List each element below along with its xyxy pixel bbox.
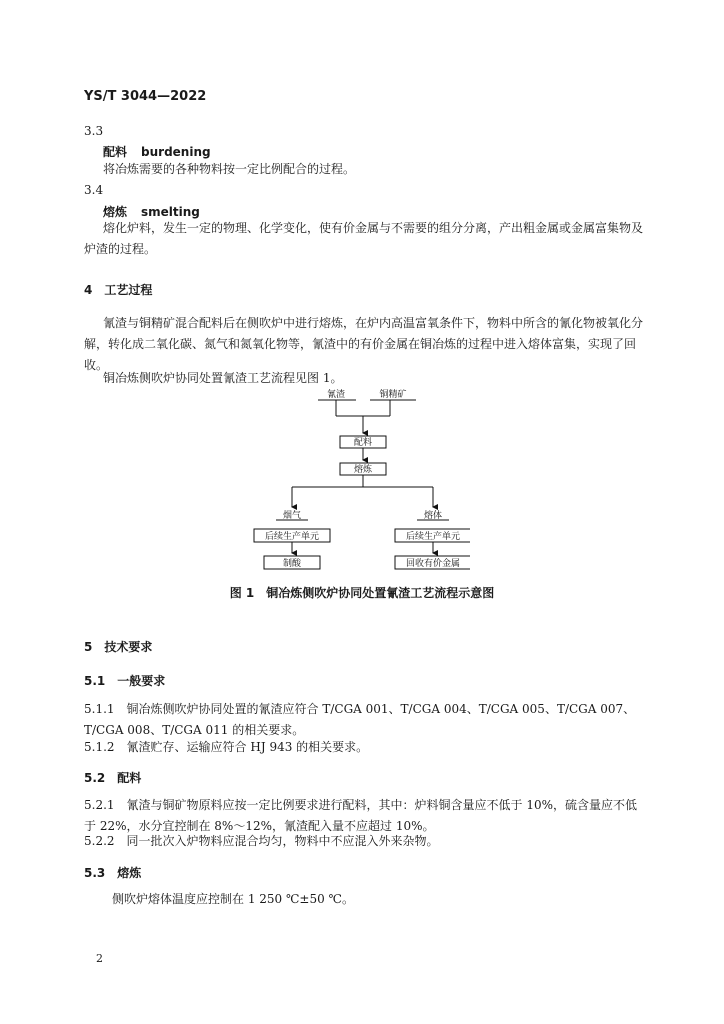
term-definition-3-3: 将冶炼需要的各种物料按一定比例配合的过程。 — [103, 162, 356, 176]
clause-5-1-2: 5.1.2 氰渣贮存、运输应符合 HJ 943 的相关要求。 — [84, 740, 369, 754]
clause-5-2-1: 5.2.1 氰渣与铜矿物原料应按一定比例要求进行配料，其中：炉料铜含量应不低于 10%，硫含量应不低于 22%，水分宜控制在 8%～12%，氰渣配入量不应超过 10%。 — [84, 798, 638, 833]
flow-label-metal-recovery: 回收有价金属 — [405, 559, 461, 569]
section-5-3-title: 5.3 熔炼 — [84, 866, 142, 880]
term-title-3-3 — [103, 143, 211, 160]
flow-label-cyanide-residue: 氰渣 — [326, 390, 346, 400]
term-en: burdening — [141, 145, 211, 159]
section-5-1-title: 5.1 一般要求 — [84, 674, 166, 688]
term-zh: 熔炼 — [103, 205, 128, 219]
process-flowchart — [250, 386, 470, 576]
page-number: 2 — [96, 952, 103, 965]
standard-code-header: YS/T 3044—2022 — [84, 89, 207, 104]
section-5-title: 5 技术要求 — [84, 640, 153, 654]
term-number-3-3: 3.3 — [84, 124, 104, 138]
term-definition-3-4: 熔化炉料，发生一定的物理、化学变化，使有价金属与不需要的组分分离，产出粗金属或金属富集物及炉渣的过程。 — [84, 221, 644, 256]
section-4-paragraph-1: 氰渣与铜精矿混合配料后在侧吹炉中进行熔炼，在炉内高温富氧条件下，物料中所含的氰化物被氧化分解，转化成二氧化碳、氮气和氮氧化物等，氰渣中的有价金属在铜冶炼的过程中进入熔体富集，实现了回收。 — [84, 316, 644, 372]
term-zh: 配料 — [103, 145, 128, 159]
clause-5-1-1: 5.1.1 铜冶炼侧吹炉协同处置的氰渣应符合 T/CGA 001、T/CGA 004、T/CGA 005、T/CGA 007、T/CGA 008、T/CGA 011 的相关要求。 — [84, 702, 636, 737]
clause-5-3-text: 侧吹炉熔体温度应控制在 1 250 ℃±50 ℃。 — [112, 892, 354, 906]
flow-label-copper-concentrate: 铜精矿 — [379, 390, 407, 400]
flow-label-downstream-right: 后续生产单元 — [405, 532, 461, 542]
term-en: smelting — [141, 205, 200, 219]
section-4-paragraph-2: 铜冶炼侧吹炉协同处置氰渣工艺流程见图 1。 — [103, 371, 343, 385]
section-4-title: 4 工艺过程 — [84, 283, 153, 297]
flow-label-melt: 熔体 — [423, 511, 443, 521]
flow-label-acid-making: 制酸 — [282, 559, 302, 569]
figure-caption: 图 1 铜冶炼侧吹炉协同处置氰渣工艺流程示意图 — [229, 586, 495, 600]
flow-label-smelting: 熔炼 — [353, 465, 373, 475]
flow-label-downstream-left: 后续生产单元 — [264, 532, 320, 542]
flow-label-burdening: 配料 — [353, 438, 373, 448]
section-5-2-title: 5.2 配料 — [84, 771, 142, 785]
clause-5-2-2: 5.2.2 同一批次入炉物料应混合均匀，物料中不应混入外来杂物。 — [84, 834, 439, 848]
flow-label-flue-gas: 烟气 — [282, 511, 302, 521]
term-number-3-4: 3.4 — [84, 183, 104, 197]
